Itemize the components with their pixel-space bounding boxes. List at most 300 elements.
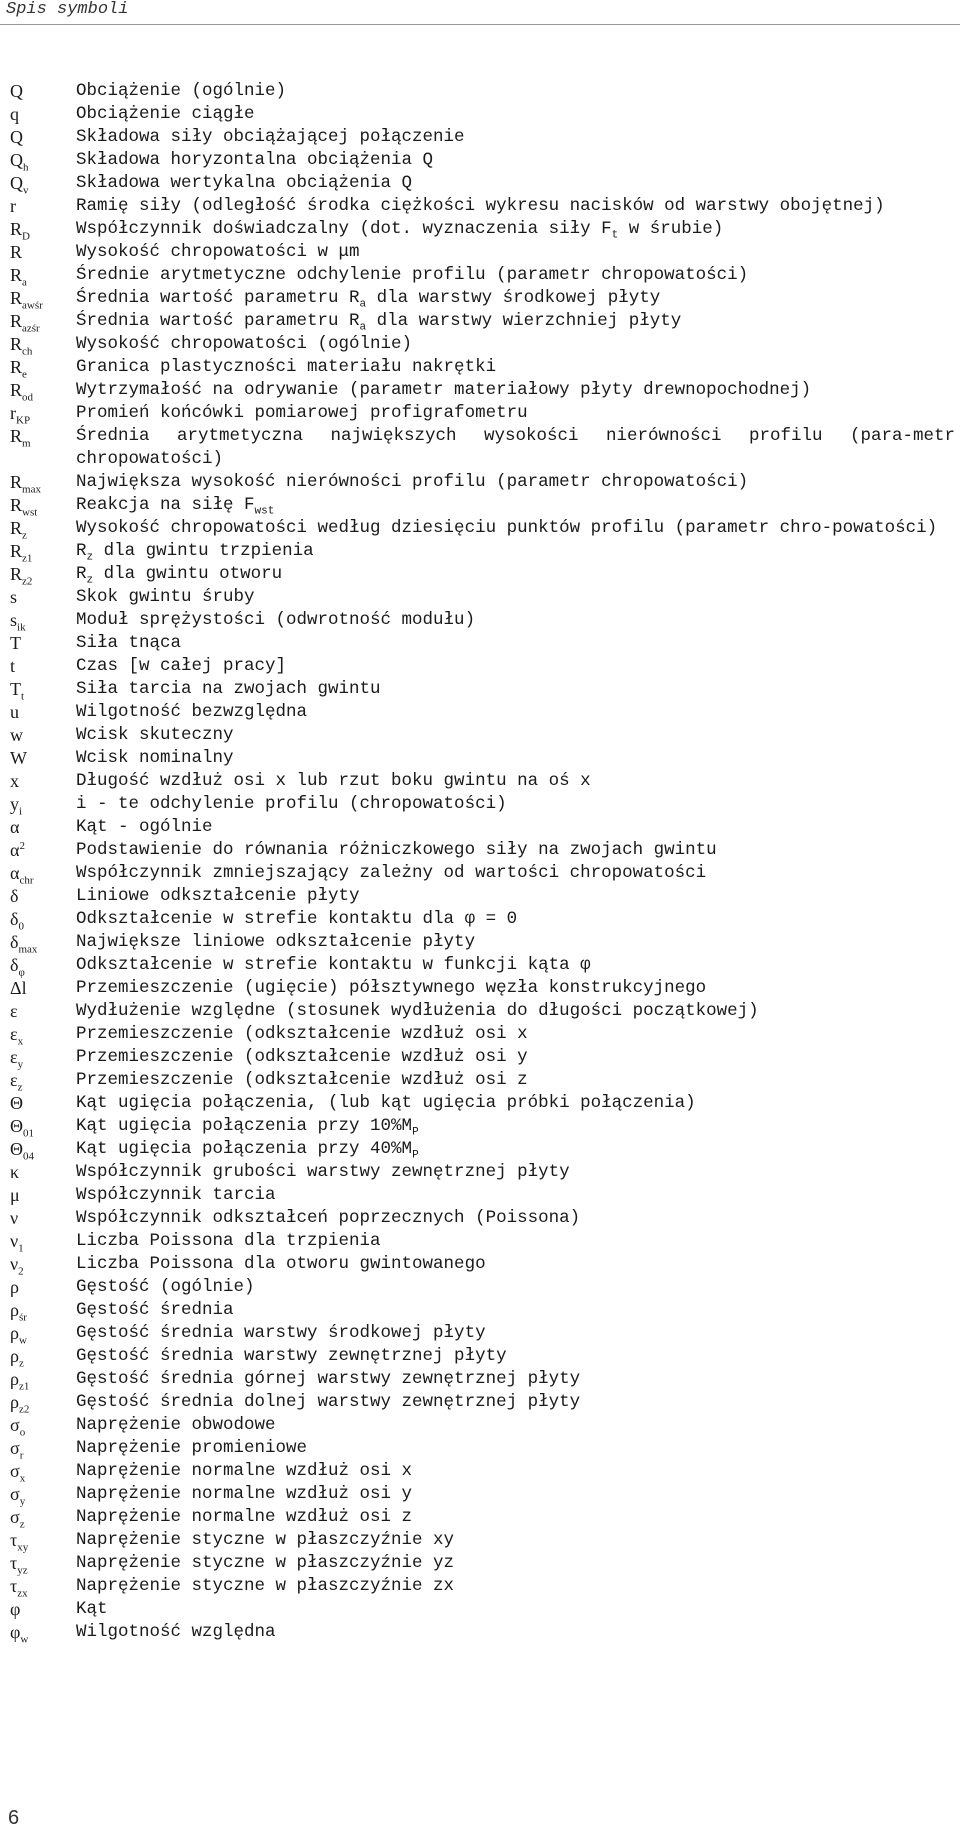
symbol-entry xyxy=(10,1161,955,1184)
symbol xyxy=(10,586,76,609)
symbol-base: ε xyxy=(10,1001,18,1021)
symbol xyxy=(10,678,76,701)
description-text: dla warstwy wierzchniej płyty xyxy=(366,311,682,331)
symbol-description: Wysokość chropowatości (ogólnie) xyxy=(76,334,413,354)
symbol-base: ε xyxy=(10,1024,18,1044)
symbol-entry xyxy=(10,471,955,494)
symbol-description xyxy=(76,218,955,241)
symbol xyxy=(10,1345,76,1368)
symbol-description: Liczba Poissona dla otworu gwintowanego xyxy=(76,1254,486,1274)
symbol-entry xyxy=(10,816,955,839)
symbol-base: ε xyxy=(10,1070,18,1090)
symbol-entry xyxy=(10,1207,955,1230)
symbol-base: T xyxy=(10,679,21,699)
symbol xyxy=(10,1506,76,1529)
symbol-base: Q xyxy=(10,127,23,147)
symbol xyxy=(10,655,76,678)
symbol-subscript: i xyxy=(19,805,23,818)
symbol xyxy=(10,1391,76,1414)
symbol-superscript: 2 xyxy=(19,840,25,852)
description-subscript: a xyxy=(359,298,367,311)
symbol xyxy=(10,1299,76,1322)
symbol-subscript: r xyxy=(19,1449,24,1462)
symbol-subscript: w xyxy=(20,1633,29,1646)
symbol-subscript: 1 xyxy=(18,1242,24,1255)
symbol-description: Przemieszczenie (odkształcenie wzdłuż osi y xyxy=(76,1047,528,1067)
symbol-base: Δl xyxy=(10,978,27,998)
symbol-description: Największa wysokość nierówności profilu (parametr chropowatości) xyxy=(76,472,749,492)
symbol-base: R xyxy=(10,380,23,400)
symbol-subscript: z1 xyxy=(22,552,33,565)
symbol-description: Wilgotność względna xyxy=(76,1622,276,1642)
symbol-entry xyxy=(10,126,955,149)
symbol xyxy=(10,1046,76,1069)
symbol xyxy=(10,632,76,655)
symbol-description xyxy=(76,494,955,517)
symbol-description: Składowa horyzontalna obciążenia Q xyxy=(76,150,434,170)
symbol xyxy=(10,1414,76,1437)
symbol-subscript: z xyxy=(18,1357,24,1370)
symbol-entry xyxy=(10,80,955,103)
symbol-description: Naprężenie normalne wzdłuż osi x xyxy=(76,1461,413,1481)
symbol-description: Składowa siły obciążającej połączenie xyxy=(76,127,465,147)
symbol-description: Naprężenie obwodowe xyxy=(76,1415,276,1435)
symbol xyxy=(10,241,76,264)
symbol-description: Wysokość chropowatości według dziesięciu punktów profilu (parametr chro-powatości) xyxy=(76,518,938,538)
symbol-base: α xyxy=(10,840,20,860)
symbol-base: ρ xyxy=(10,1369,19,1389)
symbol-base: ν xyxy=(10,1254,19,1274)
symbol-base: R xyxy=(10,288,23,308)
symbol-subscript: z xyxy=(17,1081,23,1094)
symbol-description: Gęstość średnia warstwy zewnętrznej płyty xyxy=(76,1346,507,1366)
symbol-description: Liniowe odkształcenie płyty xyxy=(76,886,360,906)
symbol-description: Gęstość średnia górnej warstwy zewnętrznej płyty xyxy=(76,1369,581,1389)
description-subscript: a xyxy=(359,321,367,334)
symbol-description: Wcisk skuteczny xyxy=(76,725,234,745)
symbol xyxy=(10,195,76,218)
symbol-base: ν xyxy=(10,1208,19,1228)
symbol-subscript: t xyxy=(21,690,25,703)
symbol-description: Wilgotność bezwzględna xyxy=(76,702,308,722)
symbol-description: Współczynnik grubości warstwy zewnętrznej płyty xyxy=(76,1162,570,1182)
symbol-entry xyxy=(10,1575,955,1598)
symbol xyxy=(10,218,76,241)
symbol-description: Obciążenie ciągłe xyxy=(76,104,255,124)
symbol-entry xyxy=(10,1138,955,1161)
symbol-base: t xyxy=(10,656,16,676)
symbol-subscript: D xyxy=(22,230,30,243)
symbol xyxy=(10,287,76,310)
symbol-entry xyxy=(10,218,955,241)
symbol-description: Współczynnik odkształceń poprzecznych (Poissona) xyxy=(76,1208,581,1228)
description-text: Kąt ugięcia połączenia przy 40%M xyxy=(76,1139,413,1159)
symbol xyxy=(10,563,76,586)
symbol-subscript: azśr xyxy=(22,322,40,335)
symbol-entry xyxy=(10,678,955,701)
symbol-entry xyxy=(10,1253,955,1276)
symbol-entry xyxy=(10,1046,955,1069)
symbol-description: Gęstość (ogólnie) xyxy=(76,1277,255,1297)
symbol xyxy=(10,1092,76,1115)
symbol xyxy=(10,1138,76,1161)
symbol-base: τ xyxy=(10,1576,18,1596)
symbol-description: Czas [w całej pracy] xyxy=(76,656,287,676)
symbol-subscript: śr xyxy=(18,1311,27,1324)
symbol-base: R xyxy=(10,219,23,239)
symbol-base: s xyxy=(10,587,18,607)
symbol-subscript: yz xyxy=(17,1564,28,1577)
symbol-description xyxy=(76,310,955,333)
symbol-base: φ xyxy=(10,1599,21,1619)
symbol-entry xyxy=(10,1414,955,1437)
symbol xyxy=(10,356,76,379)
symbol xyxy=(10,1023,76,1046)
page-number: 6 xyxy=(8,1807,20,1829)
description-text: Współczynnik doświadczalny (dot. wyznaczenia siły F xyxy=(76,219,612,239)
symbol-subscript: od xyxy=(22,391,34,404)
symbol xyxy=(10,1621,76,1644)
description-text: dla gwintu trzpienia xyxy=(93,541,314,561)
symbol-entry xyxy=(10,540,955,563)
description-text: Reakcja na siłę F xyxy=(76,495,255,515)
symbol-entry xyxy=(10,264,955,287)
symbol-base: Θ xyxy=(10,1139,23,1159)
symbol-subscript: 0 xyxy=(18,920,24,933)
symbol-base: α xyxy=(10,863,20,883)
description-subscript: P xyxy=(412,1149,419,1162)
symbol-entry xyxy=(10,356,955,379)
symbol-description: Granica plastyczności materiału nakrętki xyxy=(76,357,497,377)
symbol xyxy=(10,1253,76,1276)
symbol xyxy=(10,1460,76,1483)
symbol-entry xyxy=(10,954,955,977)
symbol xyxy=(10,540,76,563)
symbol-base: σ xyxy=(10,1507,20,1527)
symbol-subscript: y xyxy=(17,1058,24,1071)
symbol-entry xyxy=(10,1299,955,1322)
symbol-subscript: ch xyxy=(22,345,33,358)
symbol-subscript: max xyxy=(18,943,38,956)
symbol-entry xyxy=(10,425,955,471)
symbol-description: Naprężenie promieniowe xyxy=(76,1438,308,1458)
symbol-subscript: z2 xyxy=(22,575,33,588)
symbol-description: Ramię siły (odległość środka ciężkości wykresu nacisków od warstwy obojętnej) xyxy=(76,196,885,216)
description-subscript: z xyxy=(86,574,94,587)
symbol-entry xyxy=(10,1069,955,1092)
symbol-entry xyxy=(10,1437,955,1460)
symbol-entry xyxy=(10,1552,955,1575)
symbol-description: Największe liniowe odkształcenie płyty xyxy=(76,932,476,952)
symbol-entry xyxy=(10,1621,955,1644)
description-text: Średnia wartość parametru R xyxy=(76,311,360,331)
symbol-entry xyxy=(10,1460,955,1483)
symbol xyxy=(10,1598,76,1621)
symbol-subscript: z2 xyxy=(18,1403,30,1416)
symbol-description xyxy=(76,563,955,586)
symbol-description: Kąt ugięcia połączenia, (lub kąt ugięcia próbki połączenia) xyxy=(76,1093,696,1113)
symbol-base: τ xyxy=(10,1553,18,1573)
symbol-base: ρ xyxy=(10,1392,19,1412)
symbol-base: r xyxy=(10,196,16,216)
symbol-description: Odkształcenie w strefie kontaktu dla φ = 0 xyxy=(76,909,518,929)
symbol xyxy=(10,1322,76,1345)
symbol-subscript: φ xyxy=(18,966,25,979)
symbol-base: R xyxy=(10,265,23,285)
symbol-entry xyxy=(10,931,955,954)
symbol-entry xyxy=(10,793,955,816)
symbol-base: R xyxy=(10,242,23,262)
symbol-entry xyxy=(10,1483,955,1506)
symbol-description: Skok gwintu śruby xyxy=(76,587,255,607)
symbol-base: R xyxy=(10,541,23,561)
symbol-base: q xyxy=(10,104,19,124)
symbol-entry xyxy=(10,632,955,655)
symbol-description: Naprężenie styczne w płaszczyźnie zx xyxy=(76,1576,455,1596)
symbol xyxy=(10,103,76,126)
symbol-list xyxy=(10,80,955,1644)
symbol-subscript: v xyxy=(23,184,29,197)
symbol-subscript: wst xyxy=(22,506,38,519)
symbol-base: σ xyxy=(10,1484,20,1504)
symbol-entry xyxy=(10,310,955,333)
symbol-description: i - te odchylenie profilu (chropowatości) xyxy=(76,794,507,814)
symbol xyxy=(10,126,76,149)
symbol-entry xyxy=(10,655,955,678)
symbol-base: r xyxy=(10,403,16,423)
symbol-base: ρ xyxy=(10,1323,19,1343)
symbol-description xyxy=(76,540,955,563)
symbol-entry xyxy=(10,1391,955,1414)
symbol-entry xyxy=(10,862,955,885)
symbol-description: Wcisk nominalny xyxy=(76,748,234,768)
symbol xyxy=(10,609,76,632)
symbol xyxy=(10,793,76,816)
symbol-base: R xyxy=(10,357,23,377)
symbol-base: ρ xyxy=(10,1300,19,1320)
symbol-entry xyxy=(10,103,955,126)
symbol xyxy=(10,908,76,931)
symbol xyxy=(10,172,76,195)
symbol-entry xyxy=(10,1276,955,1299)
symbol xyxy=(10,770,76,793)
symbol-entry xyxy=(10,839,955,862)
description-text: dla warstwy środkowej płyty xyxy=(366,288,661,308)
symbol-subscript: h xyxy=(23,161,29,174)
description-text: Kąt ugięcia połączenia przy 10%M xyxy=(76,1116,413,1136)
symbol xyxy=(10,333,76,356)
symbol-description xyxy=(76,287,955,310)
symbol-entry xyxy=(10,609,955,632)
description-text: w śrubie) xyxy=(618,219,724,239)
symbol-base: δ xyxy=(10,886,19,906)
symbol xyxy=(10,1437,76,1460)
symbol xyxy=(10,1230,76,1253)
symbol-description: Moduł sprężystości (odwrotność modułu) xyxy=(76,610,476,630)
symbol-base: R xyxy=(10,426,23,446)
symbol xyxy=(10,471,76,494)
symbol-entry xyxy=(10,977,955,1000)
symbol-entry xyxy=(10,1345,955,1368)
description-text: dla gwintu otworu xyxy=(93,564,283,584)
symbol-base: Θ xyxy=(10,1116,23,1136)
symbol-description: Naprężenie normalne wzdłuż osi z xyxy=(76,1507,413,1527)
symbol-base: s xyxy=(10,610,18,630)
symbol xyxy=(10,954,76,977)
symbol-entry xyxy=(10,885,955,908)
symbol-base: Q xyxy=(10,150,23,170)
symbol xyxy=(10,517,76,540)
symbol-description: Naprężenie normalne wzdłuż osi y xyxy=(76,1484,413,1504)
symbol-base: σ xyxy=(10,1438,20,1458)
symbol-entry xyxy=(10,1322,955,1345)
symbol xyxy=(10,1161,76,1184)
symbol-entry xyxy=(10,517,955,540)
symbol-entry xyxy=(10,287,955,310)
symbol xyxy=(10,1069,76,1092)
symbol-description: Średnie arytmetyczne odchylenie profilu (parametr chropowatości) xyxy=(76,265,749,285)
symbol-base: R xyxy=(10,472,23,492)
symbol-description: Siła tnąca xyxy=(76,633,182,653)
symbol-base: ρ xyxy=(10,1277,19,1297)
symbol-entry xyxy=(10,1598,955,1621)
symbol-subscript: 2 xyxy=(18,1265,24,1278)
symbol-entry xyxy=(10,1368,955,1391)
symbol-subscript: z xyxy=(22,529,27,542)
symbol-description: Naprężenie styczne w płaszczyźnie yz xyxy=(76,1553,455,1573)
symbol-description xyxy=(76,1115,955,1138)
symbol xyxy=(10,862,76,885)
symbol-description: Wydłużenie względne (stosunek wydłużenia do długości początkowej) xyxy=(76,1001,759,1021)
symbol xyxy=(10,379,76,402)
symbol xyxy=(10,885,76,908)
symbol-description: Gęstość średnia dolnej warstwy zewnętrznej płyty xyxy=(76,1392,581,1412)
symbol xyxy=(10,747,76,770)
symbol xyxy=(10,80,76,103)
symbol-description: Współczynnik tarcia xyxy=(76,1185,276,1205)
description-subscript: P xyxy=(412,1126,419,1139)
symbol-subscript: y xyxy=(19,1495,26,1508)
symbol-base: R xyxy=(10,495,23,515)
symbol-description: Współczynnik zmniejszający zależny od wartości chropowatości xyxy=(76,863,707,883)
symbol-entry xyxy=(10,1092,955,1115)
symbol-base: x xyxy=(10,771,19,791)
symbol xyxy=(10,1575,76,1598)
symbol-description: Podstawienie do równania różniczkowego siły na zwojach gwintu xyxy=(76,840,717,860)
symbol-description: Gęstość średnia xyxy=(76,1300,234,1320)
symbol xyxy=(10,839,76,862)
symbol-entry xyxy=(10,563,955,586)
symbol-description xyxy=(76,1138,955,1161)
symbol-description: Obciążenie (ogólnie) xyxy=(76,81,287,101)
symbol-description: Siła tarcia na zwojach gwintu xyxy=(76,679,381,699)
symbol-entry xyxy=(10,770,955,793)
symbol-entry xyxy=(10,149,955,172)
symbol-entry xyxy=(10,195,955,218)
symbol-subscript: 01 xyxy=(23,1127,34,1140)
symbol-description: Odkształcenie w strefie kontaktu w funkcji kąta φ xyxy=(76,955,591,975)
description-text: R xyxy=(76,564,87,584)
symbol-subscript: awśr xyxy=(22,299,43,312)
symbol xyxy=(10,1000,76,1023)
symbol-base: τ xyxy=(10,1530,18,1550)
symbol-entry xyxy=(10,1000,955,1023)
symbol xyxy=(10,402,76,425)
symbol-base: κ xyxy=(10,1162,20,1182)
symbol-entry xyxy=(10,402,955,425)
symbol-entry xyxy=(10,1115,955,1138)
symbol-base: σ xyxy=(10,1461,20,1481)
symbol xyxy=(10,1276,76,1299)
symbol-base: Q xyxy=(10,81,23,101)
symbol xyxy=(10,264,76,287)
symbol-base: R xyxy=(10,334,23,354)
symbol xyxy=(10,310,76,333)
description-text: R xyxy=(76,541,87,561)
symbol-subscript: z xyxy=(19,1518,25,1531)
symbol xyxy=(10,1184,76,1207)
symbol-base: δ xyxy=(10,955,19,975)
symbol-entry xyxy=(10,724,955,747)
symbol-entry xyxy=(10,908,955,931)
description-subscript: wst xyxy=(254,505,275,518)
symbol xyxy=(10,701,76,724)
symbol-description: Promień końcówki pomiarowej profigrafometru xyxy=(76,403,528,423)
symbol-base: ν xyxy=(10,1231,19,1251)
symbol xyxy=(10,1115,76,1138)
symbol xyxy=(10,977,76,1000)
symbol-subscript: xy xyxy=(17,1541,29,1554)
symbol-subscript: KP xyxy=(16,414,31,427)
symbol-base: ε xyxy=(10,1047,18,1067)
symbol-base: Q xyxy=(10,173,23,193)
symbol xyxy=(10,724,76,747)
symbol-base: R xyxy=(10,518,23,538)
symbol-subscript: o xyxy=(19,1426,26,1439)
symbol-subscript: e xyxy=(22,368,27,381)
symbol-subscript: m xyxy=(22,437,31,450)
symbol-entry xyxy=(10,333,955,356)
symbol-subscript: x xyxy=(19,1472,26,1485)
description-text: Średnia wartość parametru R xyxy=(76,288,360,308)
symbol-entry xyxy=(10,241,955,264)
symbol xyxy=(10,1552,76,1575)
symbol-base: Θ xyxy=(10,1093,23,1113)
symbol-base: y xyxy=(10,794,19,814)
symbol-base: σ xyxy=(10,1415,20,1435)
symbol-base: δ xyxy=(10,909,19,929)
symbol-entry xyxy=(10,1529,955,1552)
symbol xyxy=(10,494,76,517)
symbol-base: μ xyxy=(10,1185,20,1205)
description-subscript: z xyxy=(86,551,94,564)
symbol xyxy=(10,149,76,172)
symbol-entry xyxy=(10,701,955,724)
symbol xyxy=(10,816,76,839)
symbol-description: Składowa wertykalna obciążenia Q xyxy=(76,173,413,193)
header-divider xyxy=(0,24,960,25)
symbol-base: w xyxy=(10,725,23,745)
symbol-entry xyxy=(10,586,955,609)
symbol-description: Przemieszczenie (odkształcenie wzdłuż osi x xyxy=(76,1024,528,1044)
symbol-base: φ xyxy=(10,1622,21,1642)
symbol-base: u xyxy=(10,702,19,722)
symbol xyxy=(10,1529,76,1552)
symbol-subscript: 04 xyxy=(23,1150,34,1163)
symbol-base: R xyxy=(10,311,23,331)
symbol-entry xyxy=(10,494,955,517)
symbol-base: T xyxy=(10,633,21,653)
